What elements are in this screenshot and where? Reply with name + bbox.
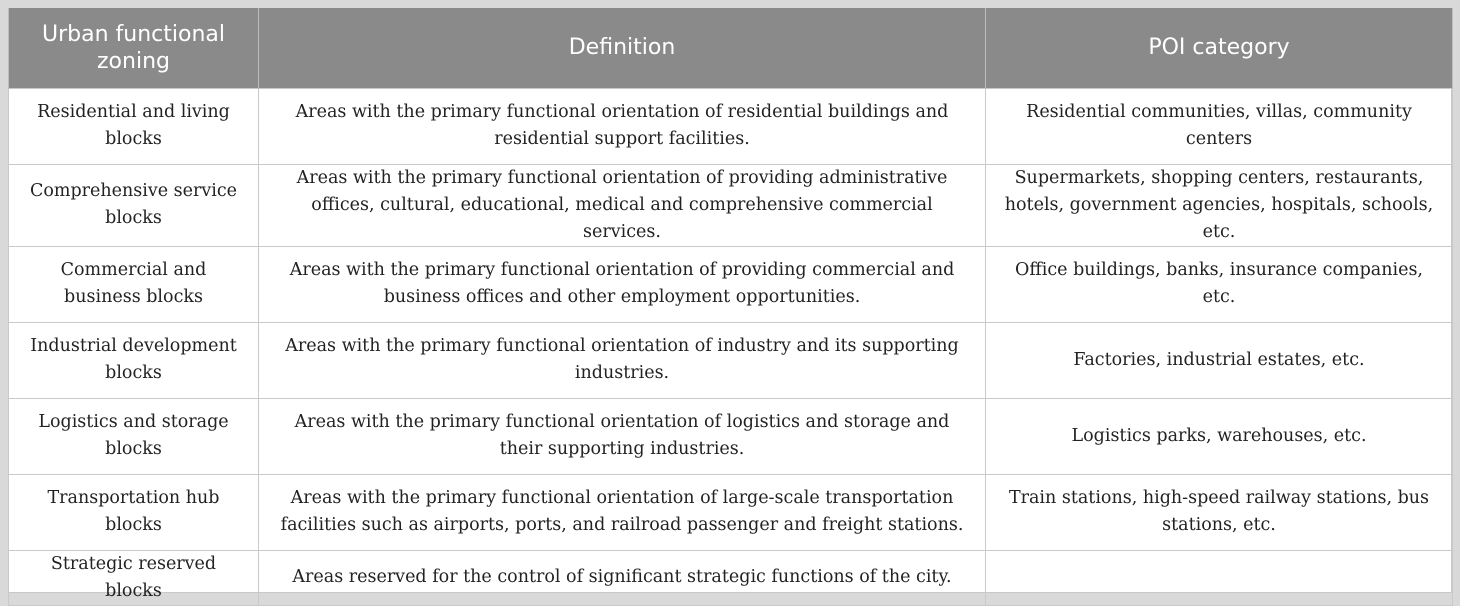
definition-cell: Areas with the primary functional orientation of large-scale transportation facilities such as airports, ports, and railroad passenger and freight stations. (259, 474, 986, 550)
zone-cell: Industrial development blocks (9, 322, 259, 398)
table-row (9, 322, 1453, 398)
zone-cell: Residential and living blocks (9, 88, 259, 164)
header-poi-category: POI category (986, 8, 1453, 88)
zone-cell: Transportation hub blocks (9, 474, 259, 550)
table-row (9, 474, 1453, 550)
table-row (9, 550, 1453, 605)
definition-cell: Areas with the primary functional orientation of logistics and storage and their supporting industries. (259, 398, 986, 474)
zone-cell: Logistics and storage blocks (9, 398, 259, 474)
table-row (9, 246, 1453, 322)
poi-cell: Logistics parks, warehouses, etc. (986, 398, 1453, 474)
table-header (9, 8, 1453, 88)
poi-cell: Factories, industrial estates, etc. (986, 322, 1453, 398)
header-definition: Definition (259, 8, 986, 88)
definition-cell: Areas reserved for the control of significant strategic functions of the city. (259, 550, 986, 605)
poi-cell: Supermarkets, shopping centers, restaurants, hotels, government agencies, hospitals, schools, etc. (986, 164, 1453, 246)
zoning-table (8, 8, 1453, 606)
zone-cell: Commercial and business blocks (9, 246, 259, 322)
header-zoning: Urban functional zoning (9, 8, 259, 88)
poi-cell: Train stations, high-speed railway stations, bus stations, etc. (986, 474, 1453, 550)
definition-cell: Areas with the primary functional orientation of industry and its supporting industries. (259, 322, 986, 398)
zone-cell: Strategic reserved blocks (9, 550, 259, 605)
definition-cell: Areas with the primary functional orientation of providing commercial and business offices and other employment opportunities. (259, 246, 986, 322)
table-frame (8, 8, 1452, 601)
definition-cell: Areas with the primary functional orientation of residential buildings and residential support facilities. (259, 88, 986, 164)
table-row (9, 164, 1453, 246)
poi-cell: Residential communities, villas, community centers (986, 88, 1453, 164)
poi-cell: Office buildings, banks, insurance companies, etc. (986, 246, 1453, 322)
header-row (9, 8, 1453, 88)
table-body (9, 88, 1453, 605)
table-row (9, 88, 1453, 164)
poi-cell (986, 550, 1453, 605)
zone-cell: Comprehensive service blocks (9, 164, 259, 246)
definition-cell: Areas with the primary functional orientation of providing administrative offices, cultural, educational, medical and comprehensive commercial services. (259, 164, 986, 246)
table-row (9, 398, 1453, 474)
